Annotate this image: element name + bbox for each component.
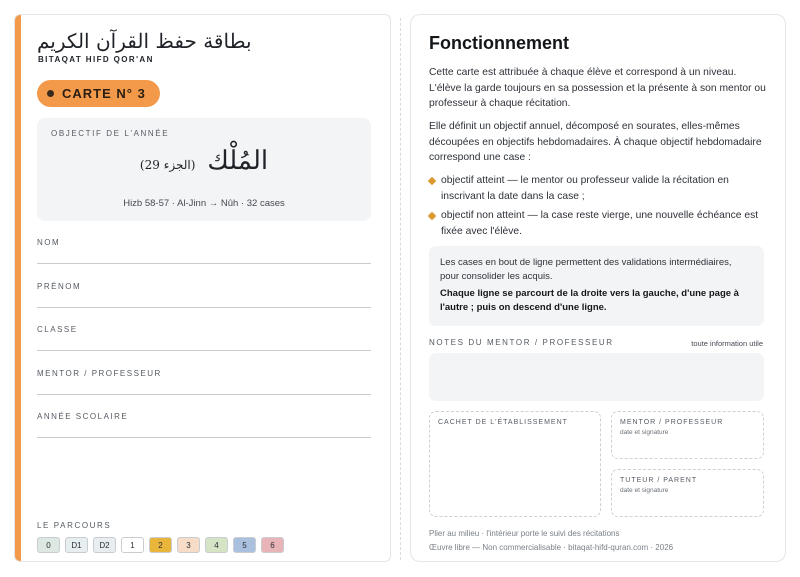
objective-detail: Hizb 58-57 · Al-Jinn → Nûh · 32 cases [123, 198, 285, 209]
parcours-chip: 0 [37, 537, 60, 553]
parcours-chip: 1 [121, 537, 144, 553]
objective-juz: (الجزء 29) [139, 158, 196, 172]
parcours-chip: 5 [233, 537, 256, 553]
field-label: NOM [37, 238, 61, 247]
transliteration: BITAQAT HIFD QOR'AN [38, 55, 154, 64]
card-front [14, 14, 391, 562]
objective-heading: OBJECTIF DE L'ANNÉE [51, 129, 170, 138]
parcours-chip: D1 [65, 537, 88, 553]
card-back [410, 14, 786, 562]
mentor-signature-box[interactable] [611, 411, 764, 459]
intro-paragraph: Cette carte est attribuée à chaque élève et correspond à un niveau. L'élève la garde toujours en sa possession et la présente à son mentor ou professeur à chaque récitation. [429, 67, 766, 109]
field-label: MENTOR / PROFESSEUR [37, 369, 162, 378]
parcours-chip: 2 [149, 537, 172, 553]
cachet-title: CACHET DE L'ÉTABLISSEMENT [438, 419, 568, 426]
objective-box [37, 118, 371, 221]
parcours-chip: 3 [177, 537, 200, 553]
accent-bar [15, 15, 21, 561]
notes-field[interactable] [429, 353, 764, 401]
diamond-icon [428, 177, 436, 185]
parcours-label: LE PARCOURS [37, 521, 112, 530]
parcours-chip: 4 [205, 537, 228, 553]
arabic-title: بطاقة حفظ القرآن الكريم [37, 29, 252, 53]
footer-license: Œuvre libre — Non commercialisable · bitaqat-hifd-quran.com · 2026 [429, 543, 674, 552]
bullet-text: objectif non atteint — la case reste vierge, une nouvelle échéance est fixée avec l'élève. [441, 210, 759, 237]
fold-divider [400, 18, 401, 560]
field-label: CLASSE [37, 325, 78, 334]
diamond-icon [428, 212, 436, 220]
tuteur-signature-box[interactable] [611, 469, 764, 517]
parcours-chip: 6 [261, 537, 284, 553]
carte-number-badge [37, 80, 160, 107]
mentor-signature-title: MENTOR / PROFESSEUR [620, 419, 724, 426]
objective-surah: المُلْك [207, 146, 269, 176]
cachet-box[interactable] [429, 411, 601, 517]
note-bold-text: Chaque ligne se parcourt de la droite vers la gauche, d'une page à l'autre ; puis on descend d'une ligne. [440, 288, 739, 313]
mentor-signature-sub: date et signature [620, 429, 669, 436]
bullet-text: objectif atteint — le mentor ou professeur valide la récitation en inscrivant la date dans la case ; [441, 175, 729, 202]
footer-fold-note: Plier au milieu · l'intérieur porte le suivi des récitations [429, 529, 620, 538]
tuteur-signature-sub: date et signature [620, 487, 669, 494]
parcours-chip: D2 [93, 537, 116, 553]
note-text: Les cases en bout de ligne permettent des validations intermédiaires, pour consolider les acquis. [440, 257, 732, 282]
objective-paragraph: Elle définit un objectif annuel, décomposé en sourates, elles-mêmes découpées en objectifs hebdomadaires. À chaque objectif hebdomadaire correspond une case : [429, 121, 762, 163]
field-label: ANNÉE SCOLAIRE [37, 412, 129, 421]
objective-arabic [37, 146, 371, 176]
field-annee-scolaire[interactable] [37, 408, 371, 438]
field-prenom[interactable] [37, 278, 371, 308]
bullet-item [429, 173, 771, 204]
section-title: Fonctionnement [429, 33, 569, 53]
field-nom[interactable] [37, 234, 371, 264]
notes-heading: NOTES DU MENTOR / PROFESSEUR [429, 338, 614, 347]
dot-icon [47, 90, 54, 97]
notes-hint: toute information utile [691, 339, 763, 348]
parcours-chips [37, 537, 284, 553]
field-mentor[interactable] [37, 365, 371, 395]
info-note [429, 246, 764, 326]
carte-number-label: CARTE N° 3 [62, 86, 146, 101]
tuteur-signature-title: TUTEUR / PARENT [620, 477, 698, 484]
field-label: PRÉNOM [37, 282, 82, 291]
field-classe[interactable] [37, 321, 371, 351]
bullet-item [429, 208, 771, 239]
